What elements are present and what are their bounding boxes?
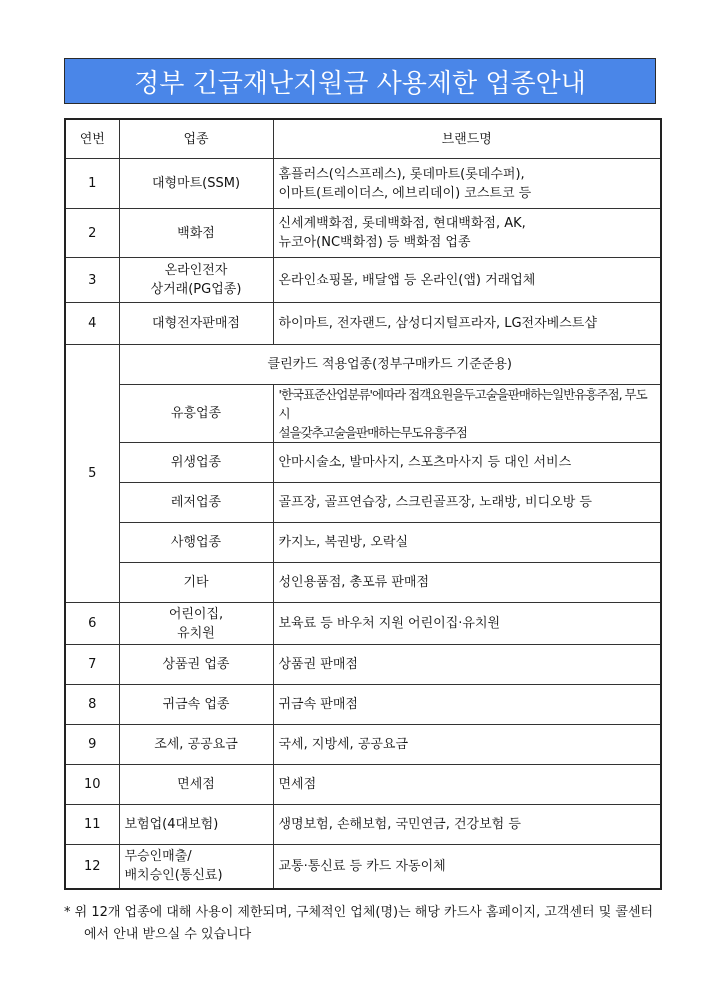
row-no: 1: [65, 159, 119, 209]
row-category: 유흥업종: [119, 385, 273, 443]
table-row: [65, 845, 661, 889]
row-brand: 귀금속 판매점: [273, 685, 661, 725]
row-category: 귀금속 업종: [119, 685, 273, 725]
row-category: 면세점: [119, 765, 273, 805]
row-category: 사행업종: [119, 523, 273, 563]
row-brand: 국세, 지방세, 공공요금: [273, 725, 661, 765]
row-category: 보험업(4대보험): [119, 805, 273, 845]
brand-line: 설을갖추고술을판매하는무도유흥주점: [278, 425, 467, 440]
row-brand: 안마시술소, 발마사지, 스포츠마사지 등 대인 서비스: [273, 443, 661, 483]
row-brand: 온라인쇼핑몰, 배달앱 등 온라인(앱) 거래업체: [273, 258, 661, 303]
row-no: 9: [65, 725, 119, 765]
row-no: 4: [65, 303, 119, 345]
title-banner: [64, 58, 656, 104]
row-category: 기타: [119, 563, 273, 603]
row-no: 5: [65, 345, 119, 603]
row-no: 6: [65, 603, 119, 645]
row-brand: 보육료 등 바우처 지원 어린이집·유치원: [273, 603, 661, 645]
row-no: 2: [65, 209, 119, 258]
category-line: 무승인매출/: [124, 849, 192, 865]
table-row: [65, 645, 661, 685]
row-category: [119, 845, 273, 889]
table-row: [65, 603, 661, 645]
row-category: 상품권 업종: [119, 645, 273, 685]
row-category: 레저업종: [119, 483, 273, 523]
table-row: [65, 563, 661, 603]
footnote-line: * 위 12개 업종에 대해 사용이 제한되며, 구체적인 업체(명)는 해당 카드사 홈페이지, 고객센터 및 콜센터: [64, 905, 654, 920]
header-brand: 브랜드명: [273, 119, 661, 159]
brand-line: 신세계백화점, 롯데백화점, 현대백화점, AK,: [278, 216, 526, 231]
table-row: [65, 303, 661, 345]
table-row: [65, 805, 661, 845]
table-row: [65, 765, 661, 805]
row-brand: [273, 209, 661, 258]
brand-line: '한국표준산업분류'에따라 접객요원을두고술을판매하는일반유흥주점, 무도시: [278, 387, 647, 421]
row-category: 조세, 공공요금: [119, 725, 273, 765]
row-brand: 하이마트, 전자랜드, 삼성디지털프라자, LG전자베스트샵: [273, 303, 661, 345]
table-row: [65, 725, 661, 765]
table-row: [65, 443, 661, 483]
row-no: 3: [65, 258, 119, 303]
row-no: 7: [65, 645, 119, 685]
row-brand: 골프장, 골프연습장, 스크린골프장, 노래방, 비디오방 등: [273, 483, 661, 523]
row-brand: 면세점: [273, 765, 661, 805]
brand-line: 홈플러스(익스프레스), 롯데마트(롯데수퍼),: [278, 166, 525, 182]
header-no: 연번: [65, 119, 119, 159]
row-category: [119, 258, 273, 303]
row-category: 대형마트(SSM): [119, 159, 273, 209]
category-line: 어린이집,: [168, 606, 224, 622]
category-line: 온라인전자: [164, 263, 228, 278]
row-no: 10: [65, 765, 119, 805]
row-brand: 카지노, 복권방, 오락실: [273, 523, 661, 563]
clean-card-header: 클린카드 적용업종(정부구매카드 기준준용): [119, 345, 661, 385]
row-no: 12: [65, 845, 119, 889]
row-no: 8: [65, 685, 119, 725]
table-row: [65, 258, 661, 303]
table-row: [65, 209, 661, 258]
row-category: 백화점: [119, 209, 273, 258]
table-row: [65, 159, 661, 209]
row-brand: 교통·통신료 등 카드 자동이체: [273, 845, 661, 889]
table-row: [65, 385, 661, 443]
table-row: [65, 685, 661, 725]
row-brand: 성인용품점, 총포류 판매점: [273, 563, 661, 603]
row-brand: [273, 385, 661, 443]
row-category: [119, 603, 273, 645]
row-category: 대형전자판매점: [119, 303, 273, 345]
header-category: 업종: [119, 119, 273, 159]
table-header-row: [65, 119, 661, 159]
table-row: [65, 483, 661, 523]
row-brand: 상품권 판매점: [273, 645, 661, 685]
brand-line: 뉴코아(NC백화점) 등 백화점 업종: [278, 235, 471, 250]
row-no: 11: [65, 805, 119, 845]
row-category: 위생업종: [119, 443, 273, 483]
restricted-business-table: [64, 118, 662, 890]
table-row: [65, 523, 661, 563]
category-line: 상거래(PG업종): [150, 282, 242, 297]
table-row: [65, 345, 661, 385]
row-brand: [273, 159, 661, 209]
category-line: 유치원: [177, 625, 215, 641]
footnote: [64, 902, 664, 946]
row-brand: 생명보험, 손해보험, 국민연금, 건강보험 등: [273, 805, 661, 845]
category-line: 배치승인(통신료): [124, 868, 223, 884]
page-title: 정부 긴급재난지원금 사용제한 업종안내: [134, 68, 586, 99]
brand-line: 이마트(트레이더스, 에브리데이) 코스트코 등: [278, 185, 532, 201]
footnote-line: 에서 안내 받으실 수 있습니다: [84, 927, 252, 942]
